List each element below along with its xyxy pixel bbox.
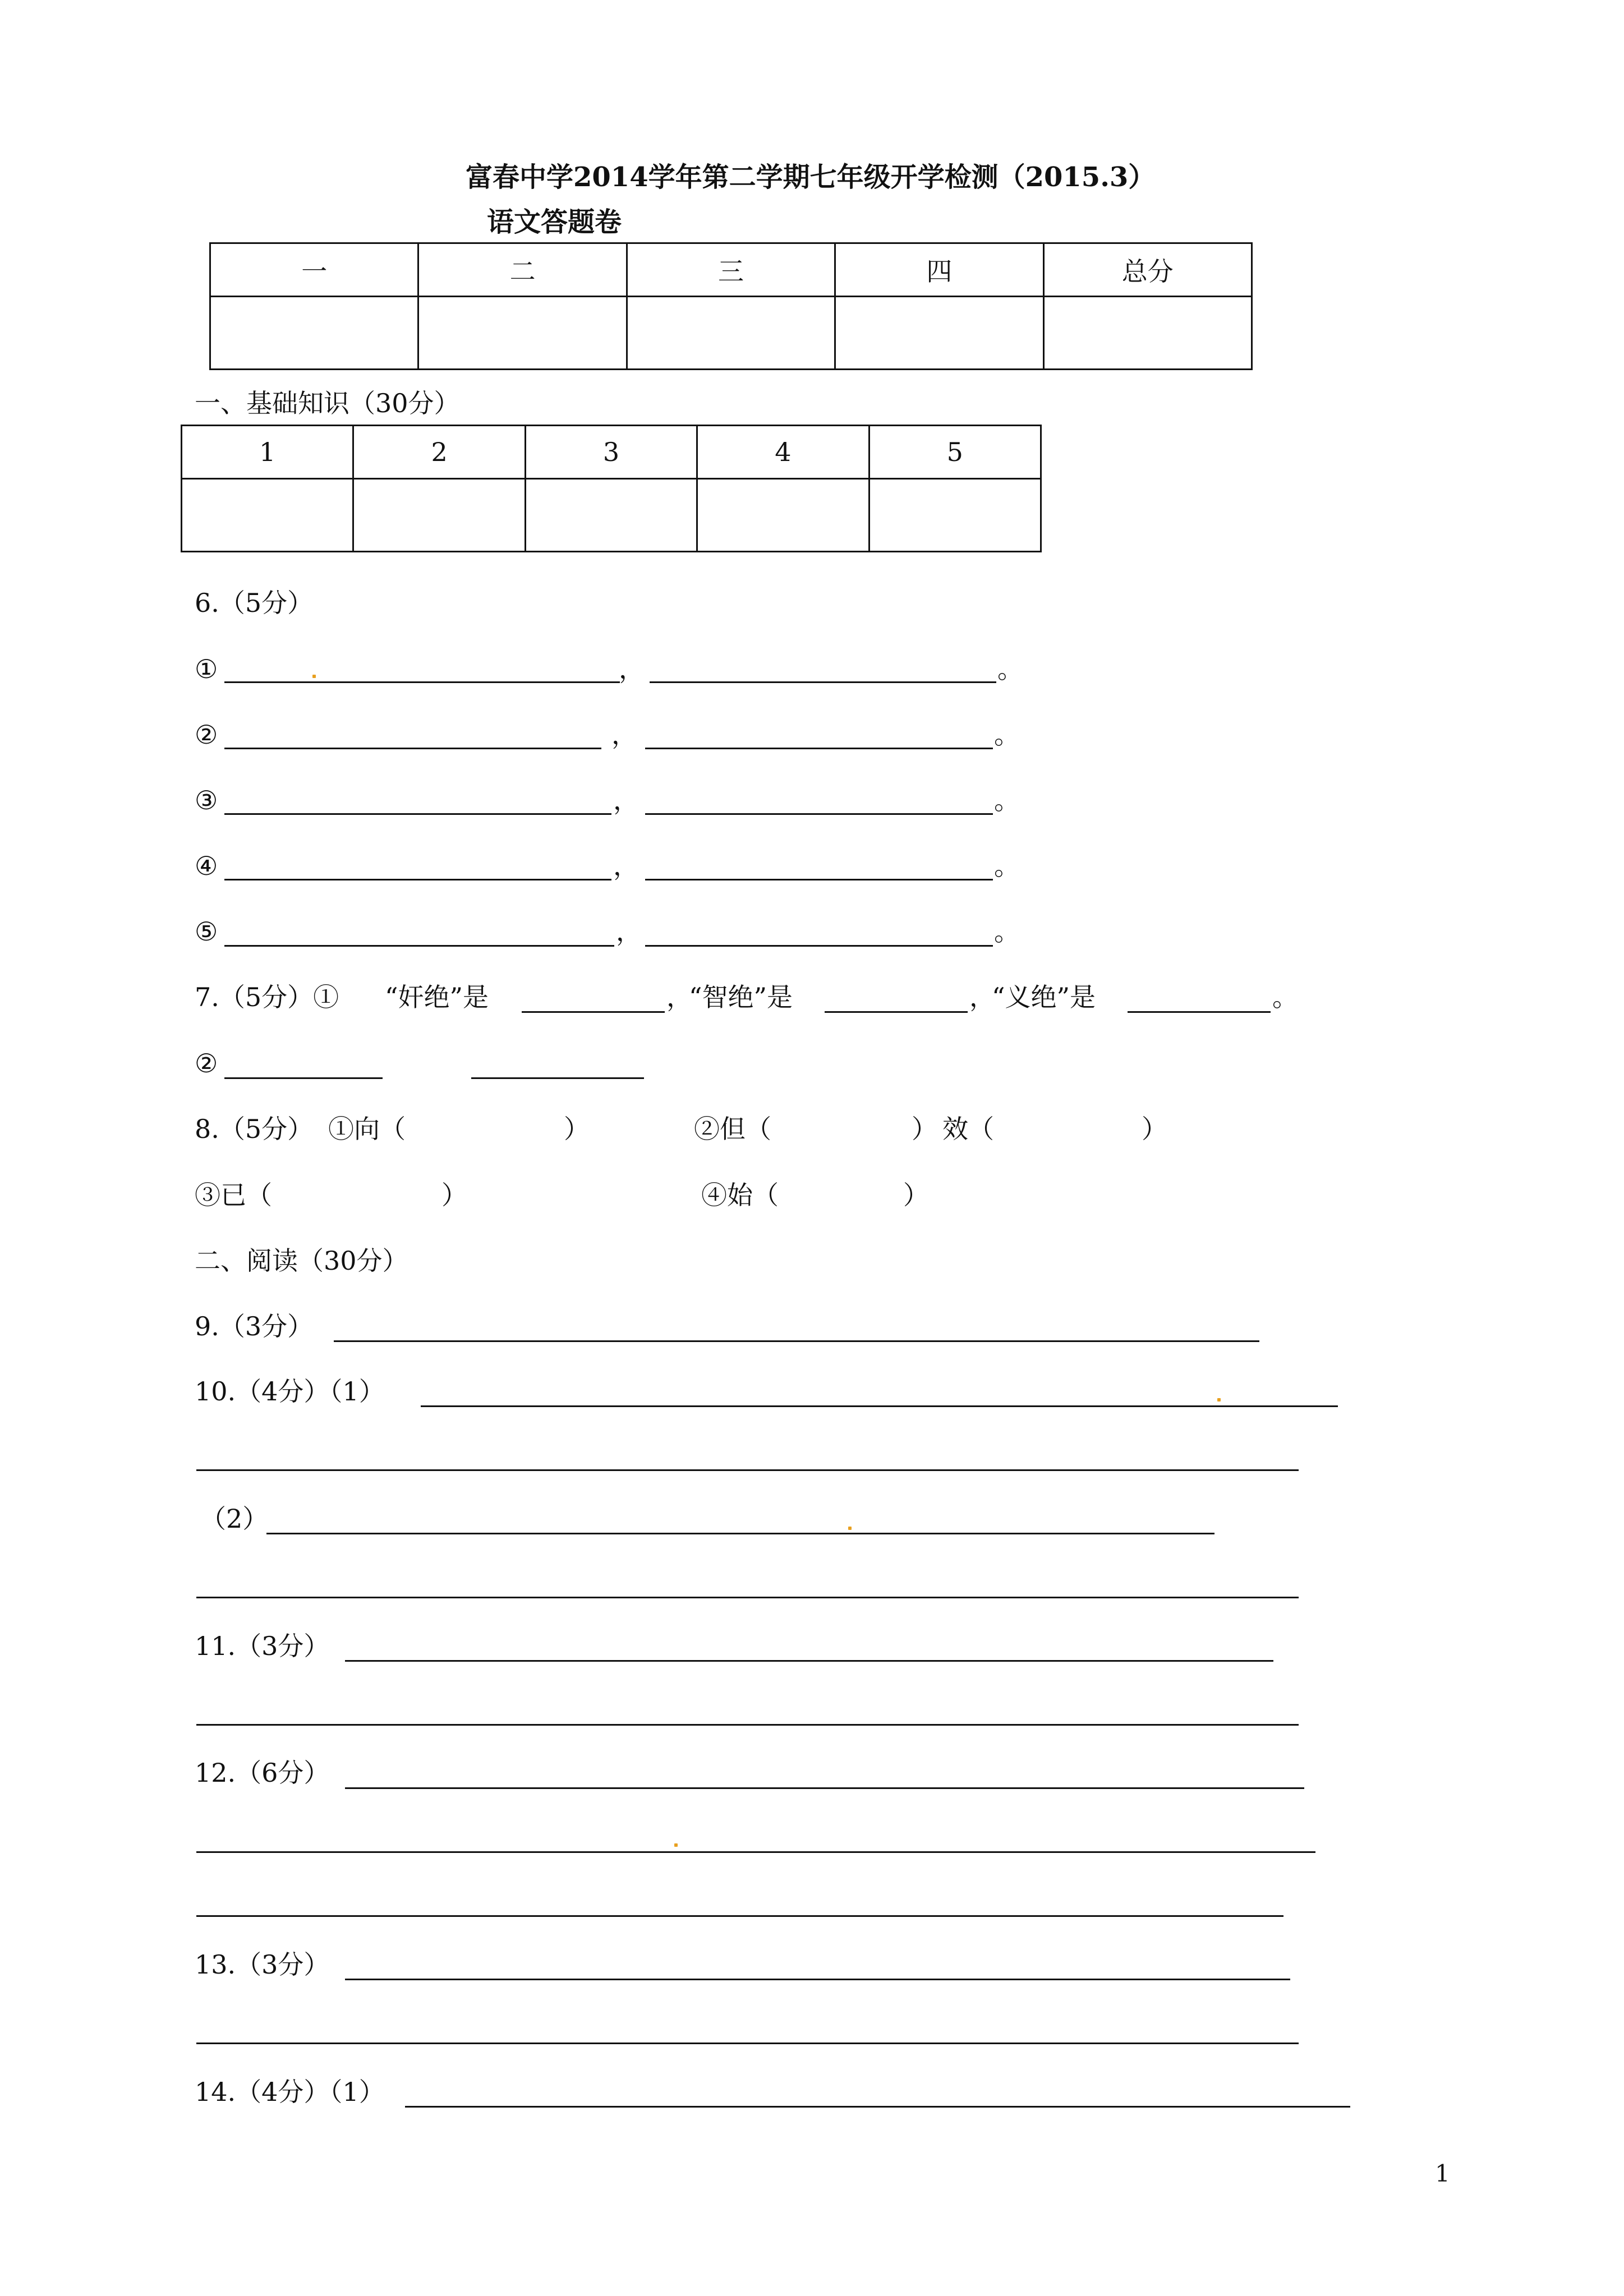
- q6-item-1-blank-a[interactable]: [224, 681, 620, 683]
- q7-label: 7.（5分）①: [195, 982, 339, 1012]
- q7-blank-1[interactable]: [522, 1011, 665, 1013]
- q8-item-e: ④始（: [701, 1180, 779, 1210]
- q7-sep2: ，: [969, 982, 995, 1012]
- q7-sub2-marker: ②: [195, 1048, 218, 1078]
- q6-item-2-blank-a[interactable]: [224, 748, 601, 749]
- q13-label: 13.（3分）: [195, 1949, 330, 1980]
- q6-label: 6.（5分）: [195, 588, 314, 618]
- q10-2-answer-line-1[interactable]: [266, 1533, 1214, 1534]
- q10-sub2-label: （2）: [200, 1504, 269, 1534]
- q7-part2: “智绝”是: [689, 982, 793, 1012]
- choice-cell-1[interactable]: [182, 479, 353, 552]
- q6-item-3-marker: ③: [195, 785, 218, 815]
- q6-item-1-period: 。: [997, 654, 1023, 684]
- q12-answer-line-2[interactable]: [196, 1851, 1315, 1853]
- q8-label: 8.（5分）: [195, 1114, 314, 1144]
- q8-item-d-close: ）: [441, 1180, 467, 1210]
- q6-item-1-comma: ，: [619, 654, 645, 684]
- q6-item-3-comma: ，: [613, 785, 639, 815]
- q7-part1: “奸绝”是: [385, 982, 489, 1012]
- score-header-3: 三: [627, 243, 835, 297]
- choice-header-5: 5: [869, 426, 1041, 479]
- q8-item-c-close: ）: [1142, 1114, 1167, 1144]
- q6-item-1-marker: ①: [195, 654, 218, 684]
- q7-sub2-blank-a[interactable]: [224, 1077, 383, 1079]
- q6-item-4-blank-a[interactable]: [224, 879, 611, 880]
- q6-item-5-marker: ⑤: [195, 916, 218, 947]
- q10-1-answer-line-1[interactable]: [421, 1405, 1338, 1407]
- choice-cell-5[interactable]: [869, 479, 1041, 552]
- q8-item-a: ①向（: [328, 1114, 406, 1144]
- score-cell-3[interactable]: [627, 297, 835, 370]
- q8-item-b: ②但（: [694, 1114, 771, 1144]
- score-cell-1[interactable]: [210, 297, 418, 370]
- q7-part3: “义绝”是: [992, 982, 1096, 1012]
- q12-answer-line-3[interactable]: [196, 1915, 1283, 1917]
- q8-item-c: 效（: [942, 1114, 994, 1144]
- q8-item-e-close: ）: [903, 1180, 929, 1210]
- score-table: [209, 242, 1253, 370]
- print-speck: [674, 1843, 678, 1847]
- q14-label: 14.（4分）（1）: [195, 2077, 385, 2107]
- choice-cell-2[interactable]: [353, 479, 525, 552]
- q9-answer-line[interactable]: [334, 1340, 1259, 1342]
- choice-header-1: 1: [182, 426, 353, 479]
- page-subtitle: 语文答题卷: [487, 206, 622, 238]
- score-header-2: 二: [418, 243, 627, 297]
- choice-header-2: 2: [353, 426, 525, 479]
- q9-label: 9.（3分）: [195, 1311, 314, 1341]
- q10-label: 10.（4分）（1）: [195, 1376, 385, 1407]
- q6-item-2-period: 。: [994, 720, 1020, 750]
- q12-label: 12.（6分）: [195, 1758, 330, 1788]
- q14-1-answer-line-1[interactable]: [405, 2106, 1350, 2108]
- score-header-4: 四: [835, 243, 1043, 297]
- score-cell-2[interactable]: [418, 297, 627, 370]
- q6-item-5-blank-b[interactable]: [645, 945, 993, 947]
- page-number: 1: [1435, 2160, 1450, 2187]
- q12-answer-line-1[interactable]: [345, 1787, 1304, 1789]
- print-speck: [848, 1527, 852, 1530]
- page-title: 富春中学2014学年第二学期七年级开学检测（2015.3）: [466, 162, 1156, 193]
- q6-item-2-blank-b[interactable]: [645, 748, 993, 749]
- q8-item-d: ③已（: [195, 1180, 272, 1210]
- q6-item-4-comma: ，: [613, 851, 639, 881]
- q6-item-3-blank-a[interactable]: [224, 813, 611, 815]
- q6-item-1-blank-b[interactable]: [650, 681, 996, 683]
- q6-item-2-marker: ②: [195, 720, 218, 750]
- q6-item-5-period: 。: [994, 916, 1020, 947]
- section2-heading: 二、阅读（30分）: [195, 1246, 408, 1276]
- q7-period: 。: [1272, 982, 1298, 1012]
- score-header-1: 一: [210, 243, 418, 297]
- score-cell-4[interactable]: [835, 297, 1043, 370]
- q6-item-4-blank-b[interactable]: [645, 879, 993, 880]
- score-cell-total[interactable]: [1043, 297, 1252, 370]
- q11-label: 11.（3分）: [195, 1631, 330, 1661]
- choice-cell-3[interactable]: [525, 479, 697, 552]
- choice-cell-4[interactable]: [697, 479, 869, 552]
- q8-item-a-close: ）: [564, 1114, 590, 1144]
- q6-item-3-blank-b[interactable]: [645, 813, 993, 815]
- q7-sep1: ，: [666, 982, 692, 1012]
- q11-answer-line-2[interactable]: [196, 1724, 1299, 1726]
- q7-blank-3[interactable]: [1128, 1011, 1271, 1013]
- q13-answer-line-2[interactable]: [196, 2043, 1299, 2044]
- q6-item-4-period: 。: [994, 851, 1020, 881]
- q8-item-b-close: ）: [912, 1114, 937, 1144]
- q6-item-5-comma: ，: [616, 916, 642, 947]
- choice-answer-table: [181, 425, 1042, 552]
- q10-2-answer-line-2[interactable]: [196, 1597, 1299, 1598]
- q11-answer-line-1[interactable]: [345, 1660, 1273, 1662]
- choice-header-3: 3: [525, 426, 697, 479]
- score-header-total: 总分: [1043, 243, 1252, 297]
- print-speck: [312, 675, 316, 678]
- q6-item-2-comma: ，: [611, 720, 637, 750]
- q13-answer-line-1[interactable]: [345, 1979, 1290, 1980]
- section1-heading: 一、基础知识（30分）: [195, 388, 460, 418]
- print-speck: [1217, 1398, 1221, 1401]
- q7-blank-2[interactable]: [825, 1011, 968, 1013]
- q6-item-4-marker: ④: [195, 851, 218, 881]
- q6-item-3-period: 。: [994, 785, 1020, 815]
- q6-item-5-blank-a[interactable]: [224, 945, 614, 947]
- q10-1-answer-line-2[interactable]: [196, 1469, 1299, 1471]
- choice-header-4: 4: [697, 426, 869, 479]
- q7-sub2-blank-b[interactable]: [471, 1077, 644, 1079]
